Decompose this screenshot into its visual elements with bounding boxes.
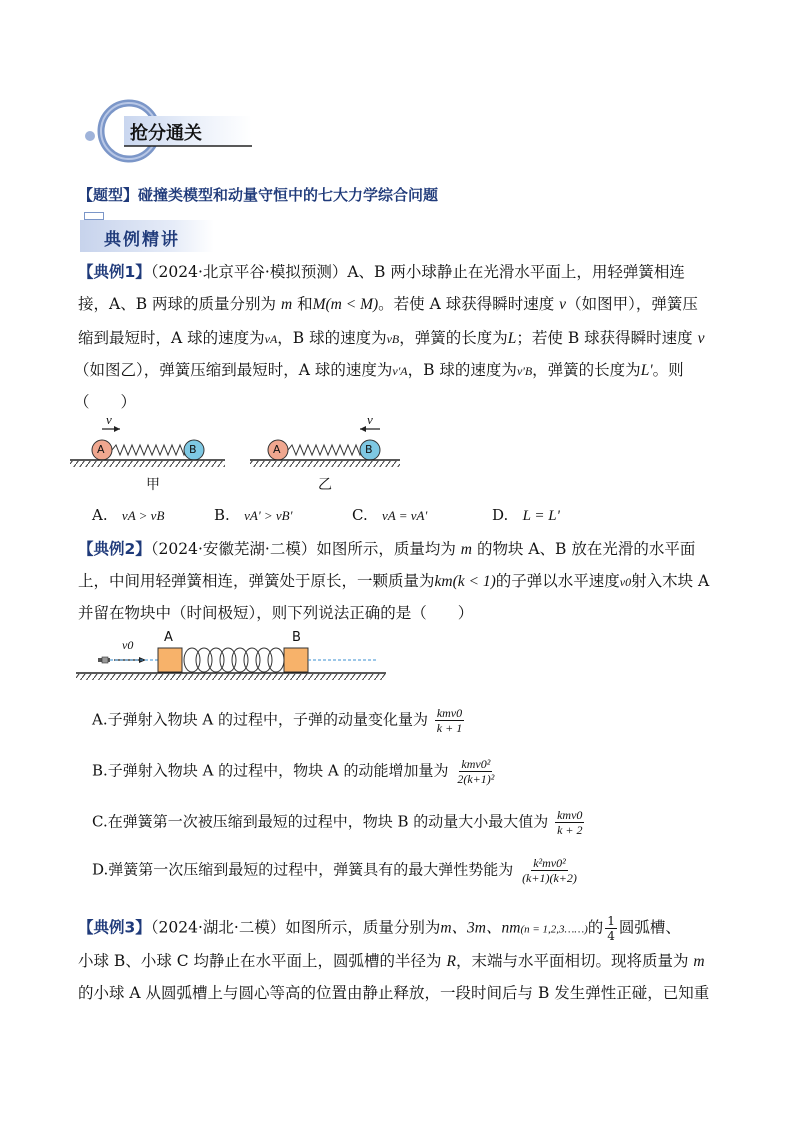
ball-a-right-label: A	[273, 443, 281, 456]
ex2-option-b[interactable]: B.子弹射入物块 A 的过程中，物块 A 的动能增加量为 $\frac{\text{kmv0²}}{\text{2(k+1)²}}$	[92, 757, 495, 786]
caption-yi: 乙	[318, 477, 332, 493]
ex1-option-b[interactable]: B. vA' > vB'	[214, 506, 293, 524]
ex2-line3: 并留在物块中（时间极短），则下列说法正确的是（ ）	[78, 604, 474, 622]
section-label-box	[80, 212, 216, 254]
block-b-label: B	[292, 630, 301, 645]
ex1-option-c[interactable]: C. vA = vA'	[352, 506, 428, 524]
ex1-figure	[70, 412, 410, 496]
caption-jia: 甲	[146, 477, 160, 493]
ex2-option-d[interactable]: D.弹簧第一次压缩到最短的过程中，弹簧具有的最大弹性势能为 $\frac{\text{k²mv0²}}{(k+1)(k+2)}$	[92, 856, 577, 885]
ex1-line1: 【典例1】（2024·北京平谷·模拟预测）A、B 两小球静止在光滑水平面上，用轻弹簧相连	[78, 263, 685, 281]
ex1-line2: 接，A、B 两球的质量分别为 m 和M(m < M)。若使 A 球获得瞬时速度 v（如图甲），弹簧压	[78, 295, 698, 313]
v0-arrow-label: v0	[122, 638, 134, 652]
ball-b-left-label: B	[189, 443, 197, 456]
arrow-v-right-label: v	[367, 412, 373, 427]
arrow-v-left-label: v	[106, 412, 112, 427]
ex3-line1: 【典例3】（2024·湖北·二模）如图所示，质量分别为m、3m、nm(n = 1,2,3……)的 $\frac{1}{4}$ 圆弧槽、	[78, 914, 681, 943]
block-a-label: A	[164, 630, 173, 645]
ball-b-right-label: B	[365, 443, 373, 456]
ex1-line4: （如图乙），弹簧压缩到最短时，A 球的速度为v'A，B 球的速度为v'B，弹簧的长度为L'。则	[74, 361, 684, 379]
ex3-line2: 小球 B、小球 C 均静止在水平面上，圆弧槽的半径为 R，末端与水平面相切。现将质量为 m	[78, 952, 705, 970]
ex2-line1: 【典例2】（2024·安徽芜湖·二模）如图所示，质量均为 m 的物块 A、B 放在光滑的水平面	[78, 540, 696, 558]
ex1-option-d[interactable]: D. L = L'	[492, 506, 560, 524]
spring-balls-diagram	[70, 416, 410, 472]
ex2-figure	[76, 630, 396, 690]
ex1-option-a[interactable]: A. vA > vB	[92, 506, 165, 524]
topic-title: 【题型】碰撞类模型和动量守恒中的七大力学综合问题	[78, 186, 439, 204]
ball-a-left-label: A	[97, 443, 105, 456]
header-title: 抢分通关	[130, 123, 202, 144]
ex3-line3: 的小球 A 从圆弧槽上与圆心等高的位置由静止释放，一段时间后与 B 发生弹性正碰，已知重	[78, 984, 710, 1002]
ex2-line2: 上，中间用轻弹簧相连，弹簧处于原长，一颗质量为km(k < 1)的子弹以水平速度v0射入木块 A	[78, 572, 710, 590]
header-badge	[74, 96, 254, 166]
section-label: 典例精讲	[104, 230, 180, 250]
ex2-option-c[interactable]: C.在弹簧第一次被压缩到最短的过程中，物块 B 的动量大小最大值为 $\frac{\text{kmv0}}{k + 2}$	[92, 808, 583, 837]
ex1-line3: 缩到最短时，A 球的速度为vA，B 球的速度为vB，弹簧的长度为L；若使 B 球获得瞬时速度 v	[78, 329, 705, 347]
ex2-option-a[interactable]: A.子弹射入物块 A 的过程中，子弹的动量变化量为 $\frac{\text{kmv0}}{k + 1}$	[92, 706, 463, 735]
ex1-paren: （ ）	[74, 393, 137, 411]
